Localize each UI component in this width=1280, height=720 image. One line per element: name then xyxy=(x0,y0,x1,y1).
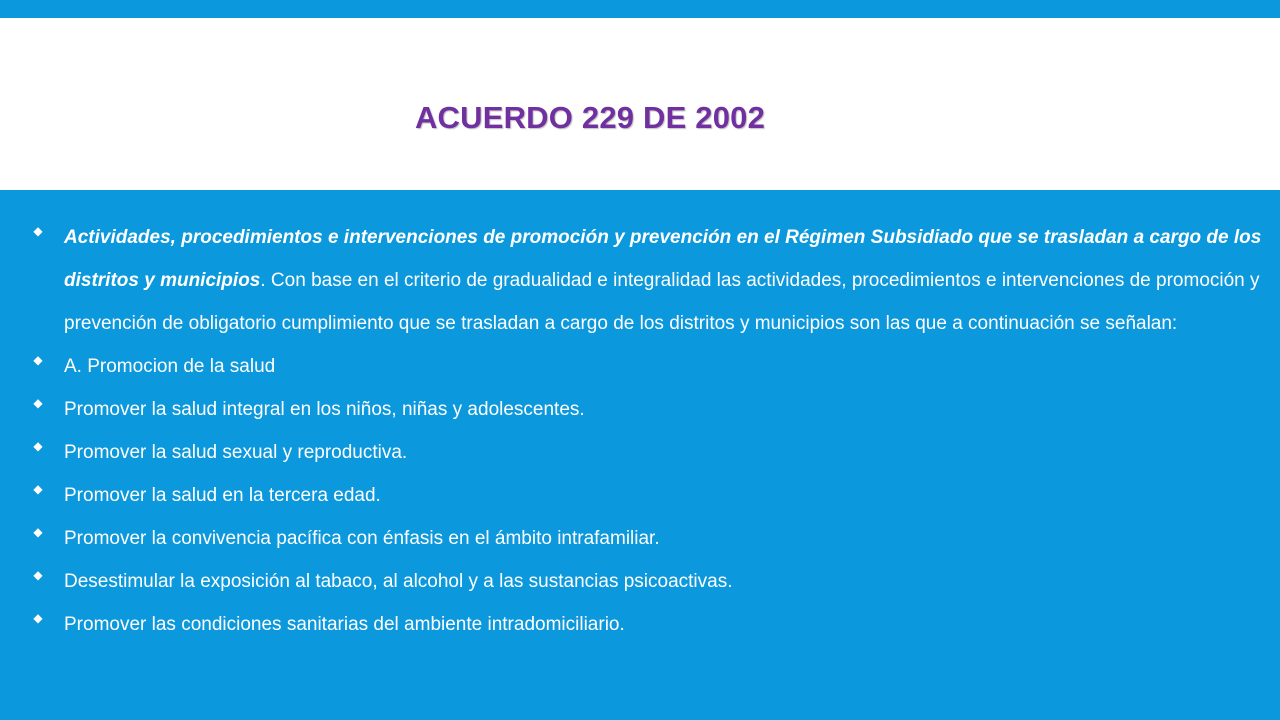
list-item-text: Promover la salud sexual y reproductiva. xyxy=(64,442,408,463)
list-item xyxy=(28,388,1268,431)
diamond-bullet-icon: ◆ xyxy=(33,611,43,625)
list-item xyxy=(28,517,1268,560)
diamond-bullet-icon: ◆ xyxy=(33,525,43,539)
slide-title: ACUERDO 229 DE 2002 xyxy=(414,100,766,135)
list-item-text: A. Promocion de la salud xyxy=(64,356,276,377)
diamond-bullet-icon: ◆ xyxy=(33,568,43,582)
intro-body-text: . Con base en el criterio de gradualidad e integralidad las actividades, procedimientos e intervenciones de promoción y prevención de obligatorio cumplimiento que se trasladan a cargo de los distritos y municipios son las que a continuación se señalan: xyxy=(64,270,1260,334)
bullet-list xyxy=(28,216,1268,646)
top-accent-strip xyxy=(0,0,1280,18)
diamond-bullet-icon: ◆ xyxy=(33,353,43,367)
list-item-text: Promover la salud integral en los niños, niñas y adolescentes. xyxy=(64,399,585,420)
list-item-text: Promover la salud en la tercera edad. xyxy=(64,485,381,506)
list-item xyxy=(28,603,1268,646)
list-item-intro xyxy=(28,216,1268,345)
diamond-bullet-icon: ◆ xyxy=(33,396,43,410)
intro-emphasis-text: Actividades, procedimientos e intervenciones de promoción y prevención en el Régimen Subsidiado que se trasladan a cargo de los distritos y municipios xyxy=(64,227,1262,291)
list-item-text: Desestimular la exposición al tabaco, al alcohol y a las sustancias psicoactivas. xyxy=(64,571,733,592)
list-item xyxy=(28,560,1268,603)
list-item xyxy=(28,474,1268,517)
list-item xyxy=(28,345,1268,388)
list-item-text: Promover la convivencia pacífica con énfasis en el ámbito intrafamiliar. xyxy=(64,528,660,549)
list-item xyxy=(28,431,1268,474)
diamond-bullet-icon: ◆ xyxy=(33,224,43,238)
list-item-text: Promover las condiciones sanitarias del ambiente intradomiciliario. xyxy=(64,614,625,635)
diamond-bullet-icon: ◆ xyxy=(33,439,43,453)
diamond-bullet-icon: ◆ xyxy=(33,482,43,496)
